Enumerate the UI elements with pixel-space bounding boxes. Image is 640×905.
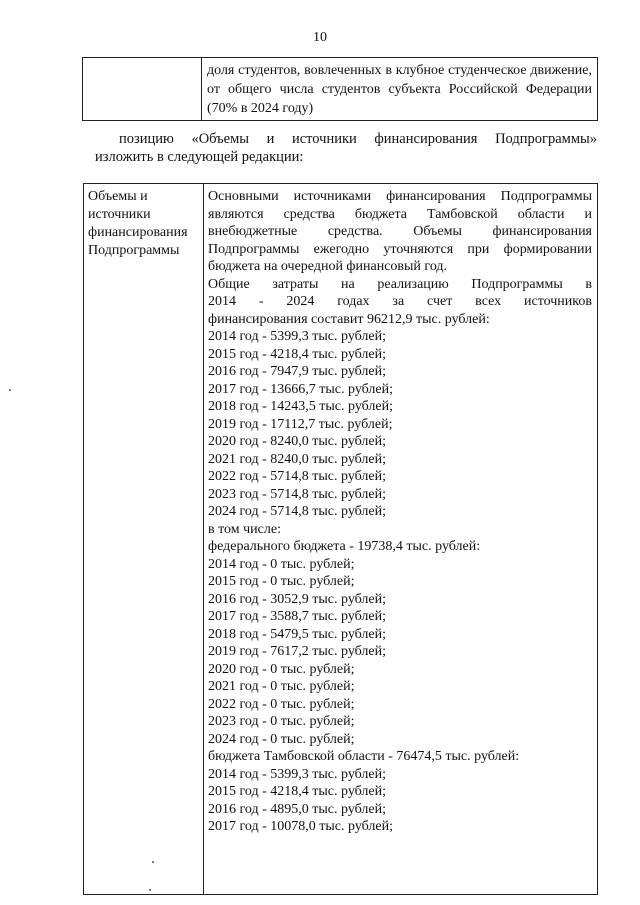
federal-year-amount-line: 2016 год - 3052,9 тыс. рублей; [208, 591, 387, 607]
federal-years-list [208, 556, 592, 749]
federal-year-amount-line: 2014 год - 0 тыс. рублей; [208, 556, 355, 572]
regional-budget-heading: бюджета Тамбовской области - 76474,5 тыс. рублей: [208, 749, 520, 764]
scan-artifact-dot [152, 861, 154, 863]
text-line: Подпрограммы ежегодно уточняются при формировании [208, 241, 592, 257]
year-amount-line: 2022 год - 5714,8 тыс. рублей; [208, 469, 387, 484]
year-amount-line: 2024 год - 5714,8 тыс. рублей; [208, 504, 387, 519]
page-number: 10 [313, 30, 327, 45]
intro-line-1: позицию «Объемы и источники финансирования Подпрограммы» [119, 131, 597, 147]
text-line: бюджета на очередной финансовый год. [208, 259, 448, 274]
federal-year-amount-line: 2023 год - 0 тыс. рублей; [208, 714, 355, 729]
text-line: Основными источниками финансирования Подпрограммы [208, 189, 592, 204]
year-amount-line: 2015 год - 4218,4 тыс. рублей; [208, 346, 387, 362]
text-line: Общие затраты на реализацию Подпрограммы в [208, 276, 592, 292]
funding-description [208, 188, 592, 836]
regional-year-amount-line: 2017 год - 10078,0 тыс. рублей; [208, 819, 394, 834]
federal-year-amount-line: 2019 год - 7617,2 тыс. рублей; [208, 644, 387, 659]
federal-budget-heading: федерального бюджета - 19738,4 тыс. рублей: [208, 539, 481, 554]
year-amount-line: 2018 год - 14243,5 тыс. рублей; [208, 399, 394, 414]
year-amount-line: 2021 год - 8240,0 тыс. рублей; [208, 451, 387, 467]
federal-year-amount-line: 2017 год - 3588,7 тыс. рублей; [208, 609, 387, 624]
total-amount-line: финансирования составит 96212,9 тыс. рублей: [208, 311, 490, 327]
text-line: внебюджетные средства. Объемы финансирования [208, 224, 592, 239]
row-heading-line: источники [88, 207, 151, 222]
regional-year-amount-line: 2015 год - 4218,4 тыс. рублей; [208, 784, 387, 799]
year-amount-line: 2020 год - 8240,0 тыс. рублей; [208, 434, 387, 449]
top-table [82, 57, 598, 121]
federal-year-amount-line: 2021 год - 0 тыс. рублей; [208, 679, 355, 694]
row-heading-line: Объемы и [88, 189, 148, 204]
row-heading-line: финансирования [88, 225, 188, 240]
scan-artifact-dot [9, 389, 11, 391]
including-label: в том числе: [208, 521, 281, 537]
year-amount-line: 2016 год - 7947,9 тыс. рублей; [208, 364, 387, 379]
federal-year-amount-line: 2015 год - 0 тыс. рублей; [208, 574, 355, 589]
row-heading-line: Подпрограммы [88, 243, 180, 258]
regional-year-amount-line: 2016 год - 4895,0 тыс. рублей; [208, 801, 387, 817]
table-column-divider [201, 58, 202, 120]
total-years-list [208, 328, 592, 521]
table-column-divider [203, 184, 204, 894]
funding-table [83, 183, 598, 895]
text-line: 2014 - 2024 годах за счет всех источников [208, 294, 592, 309]
text-line: являются средства бюджета Тамбовской области и [208, 206, 592, 222]
federal-year-amount-line: 2018 год - 5479,5 тыс. рублей; [208, 626, 387, 642]
year-amount-line: 2019 год - 17112,7 тыс. рублей; [208, 416, 393, 432]
year-amount-line: 2017 год - 13666,7 тыс. рублей; [208, 381, 394, 397]
row-heading [88, 188, 200, 260]
intro-line-2: изложить в следующей редакции: [95, 149, 304, 165]
intro-paragraph [95, 130, 597, 166]
year-amount-line: 2014 год - 5399,3 тыс. рублей; [208, 329, 387, 344]
federal-year-amount-line: 2024 год - 0 тыс. рублей; [208, 731, 355, 747]
scan-artifact-dot [149, 889, 151, 891]
regional-years-list [208, 766, 592, 836]
regional-year-amount-line: 2014 год - 5399,3 тыс. рублей; [208, 766, 387, 782]
indicator-text: доля студентов, вовлеченных в клубное студенческое движение, от общего числа студентов субъекта Российской Федерации (70% в 2024 году) [207, 63, 592, 116]
federal-year-amount-line: 2020 год - 0 тыс. рублей; [208, 661, 355, 677]
federal-year-amount-line: 2022 год - 0 тыс. рублей; [208, 696, 355, 712]
year-amount-line: 2023 год - 5714,8 тыс. рублей; [208, 486, 387, 502]
